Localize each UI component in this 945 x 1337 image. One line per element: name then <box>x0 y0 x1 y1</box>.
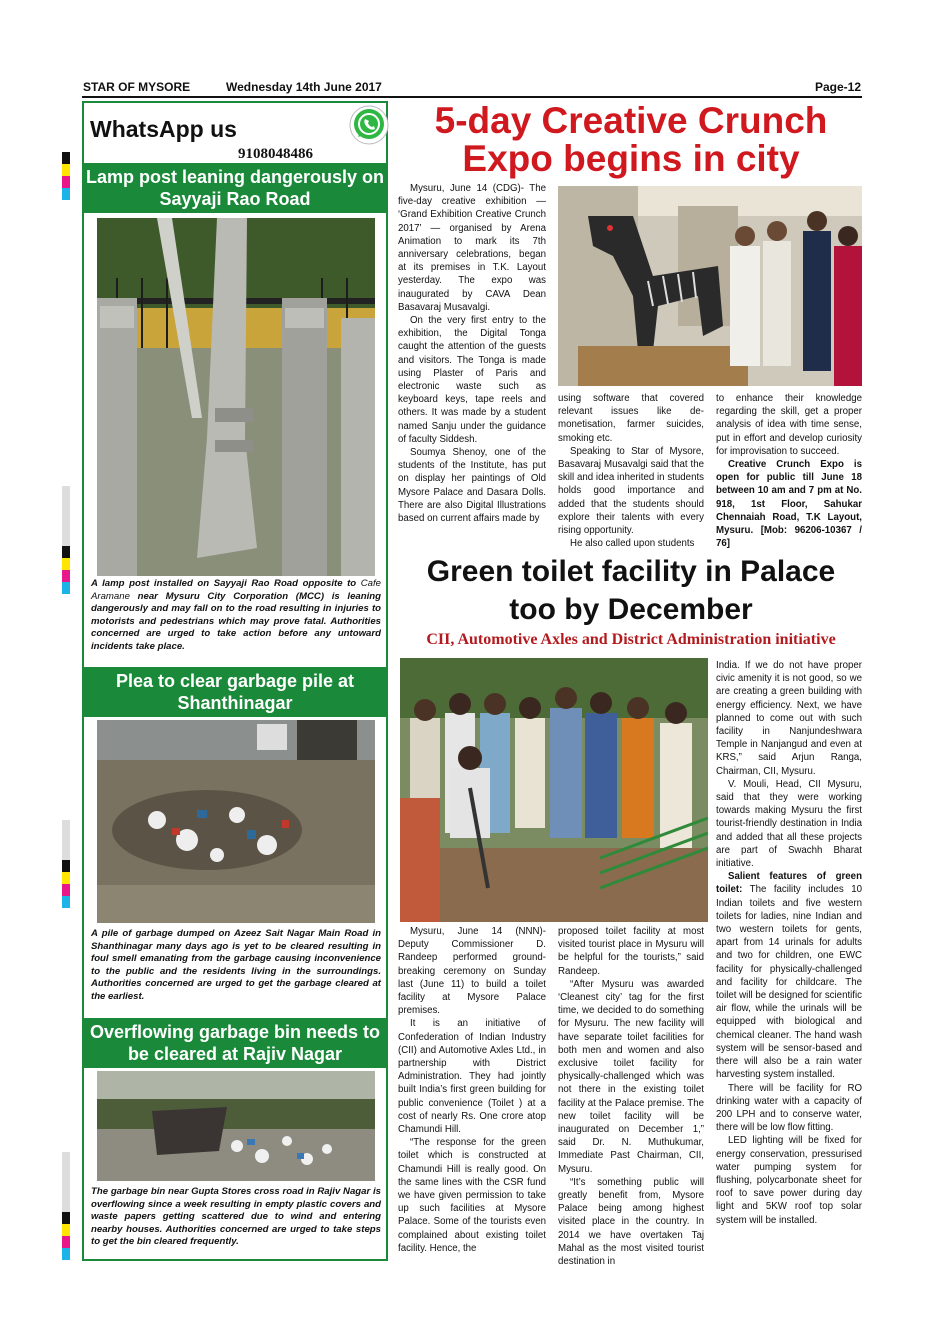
toilet-title-line2: too by December <box>509 593 753 626</box>
ground-breaking-photo <box>400 658 708 922</box>
garbage-shanthinagar-headline: Plea to clear garbage pile at Shanthinagar <box>84 667 386 717</box>
lamp-post-caption <box>91 578 381 654</box>
expo-info: Creative Crunch Expo is open for public till June 18 between 10 am and 7 pm at No. 918, 1st Floor, Sahukar Chennaiah Road, T.K Layout, Mysuru. [Mob: 96206-10367 / 76] <box>716 459 862 550</box>
garbage-shanthinagar-caption: A pile of garbage dumped on Azeez Sait Nagar Main Road in Shanthinagar many days ago is yet to be cleared resulting in foul smell emanating from the garbage causing inconvenience to the public and the residents living in the surroundings. Authorities concerned are urged to get the garbage cleared at the earliest. <box>91 928 381 1002</box>
expo-col2-para2: Speaking to Star of Mysore, Basavaraj Musavalgi said that the skill and idea inherited in students holds good importance and added that the students should explore their talents with every rising opportunity. <box>558 445 704 537</box>
garbage-bin-caption: The garbage bin near Gupta Stores cross road in Rajiv Nagar is overflowing since a week resulting in empty plastic covers and waste papers getting scattered due to wind and entering nearby houses. Authorities concerned are urged to take steps to get the bin cleared frequently. <box>91 1186 381 1248</box>
expo-title-line1: 5-day Creative Crunch <box>434 100 828 141</box>
expo-col2-para1: using software that covered relevant issues like de-monetisation, farmer suicides, smoking etc. <box>558 393 704 444</box>
expo-col3 <box>716 392 862 550</box>
digital-tonga-photo <box>558 186 862 386</box>
toilet-col3-para1: India. If we do not have proper civic amenity it is not good, so we are creating a green building with energy efficiency. Next, we have planned to come out with such facility in Nanjundeshwara Temple in Nanjangud and even at KRS,” said Arjun Ranga, Chairman, CII, Mysuru. <box>716 660 862 777</box>
caption-place: Cafe Aramane <box>91 578 381 602</box>
toilet-col2-para3: “It’s something public will greatly benefit from, Mysore Palace being among highest visited place in the country. In 2014 we have overtaken Taj Mahal as the most visited tourist destination in <box>558 1176 704 1268</box>
whatsapp-icon <box>348 104 390 146</box>
toilet-col3 <box>716 659 862 1227</box>
toilet-salient <box>716 870 862 1081</box>
toilet-col2 <box>558 925 704 1268</box>
lamp-post-headline: Lamp post leaning dangerously on Sayyaji Rao Road <box>84 163 386 213</box>
garbage-bin-headline: Overflowing garbage bin needs to be cleared at Rajiv Nagar <box>84 1018 386 1068</box>
toilet-col3-para2: V. Mouli, Head, CII Mysuru, said that they were working towards making Mysuru the first tourist-friendly destination in India and added that all these projects are part of Swachh Bharat initiative. <box>716 778 862 870</box>
expo-title-line2: Expo begins in city <box>462 138 800 179</box>
lamp-post-photo <box>97 218 375 576</box>
toilet-col3-para4: There will be facility for RO drinking water with a capacity of 200 LPH and to conserve water, there will be low flow fitting. <box>716 1082 862 1134</box>
toilet-col2-para2: “After Mysuru was awarded ‘Cleanest city’ tag for the first time, we decided to do something for Mysuru. The new facility will have separate toilet facilities for both men and women and also exclusive toilet facility for physically-challenged which was not there in the existing toilet facility at the Palace premise. The new toilet facility will be inaugurated on December 1,” said Dr. N. Muthukumar, Immediate Past Chairman, CII, Mysuru. <box>558 978 704 1175</box>
toilet-col2-para1: proposed toilet facility at most visited tourist place in Mysuru will be helpful for the tourists,” said Randeep. <box>558 926 704 977</box>
garbage-bin-photo <box>97 1071 375 1181</box>
whatsapp-label: WhatsApp us <box>90 116 237 142</box>
toilet-col1-para1: Mysuru, June 14 (NNN)- Deputy Commissioner D. Randeep performed ground-breaking ceremony on Sunday last (June 11) to build a toilet facility at Mysore Palace premises. <box>398 926 546 1017</box>
expo-col2 <box>558 392 704 550</box>
expo-col1-para2: On the very first entry to the exhibition, the Digital Tonga caught the attention of the guests and visitors. The Tonga is made using Plaster of Paris and electronic waste such as keyboard keys, tape reels and others. It was made by a student named Sanju under the guidance of faculty Siddesh. <box>398 315 546 445</box>
salient-label: Salient features of green toilet: <box>716 871 862 896</box>
whatsapp-number: 9108048486 <box>238 146 313 162</box>
expo-col1 <box>398 182 546 525</box>
expo-col2-para3: He also called upon students <box>570 538 695 550</box>
toilet-col1-para3: “The response for the green toilet which is constructed at Chamundi Hill is really good. On the same lines with the CSR fund we have given permission to take up such facilities at Mysore Palace. Some of the tourists even complained about existing toilet facility. Hence, the <box>398 1137 546 1254</box>
garbage-pile-photo <box>97 720 375 923</box>
salient-text: The facility includes 10 Indian toilets and five western toilets for ladies, nine Indian and two western toilets for gents, apart from 14 urinals for adults and two for children, one EWC facility for physically-challenged and facility for childcare. The toilet will be designed for scientific air flow, while the urinals will be equipped with biological and chemical cleaner. The hand wash system will be sensor-based and there will also be a rain water harvesting system installed. <box>716 884 862 1081</box>
issue-date: Wednesday 14th June 2017 <box>226 80 382 94</box>
paper-name: STAR OF MYSORE <box>83 80 191 94</box>
expo-col3-para1: to enhance their knowledge regarding the skill, get a proper analysis of idea with time sense, put in effort and develop curiosity for improvisation to succeed. <box>716 393 862 457</box>
caption-text: A lamp post installed on Sayyaji Rao Road opposite to <box>91 578 361 589</box>
registration-bar-lower <box>62 820 70 908</box>
toilet-subtitle: CII, Automotive Axles and District Administration initiative <box>426 631 836 648</box>
caption-text-rest: near Mysuru City Corporation (MCC) is leaning dangerously and may fall on to the road resulting in injuries to motorists and pedestrians which may prove fatal. Authorities concerned are urged to take action before any untoward incidents take place. <box>91 590 381 652</box>
header-rule <box>82 96 862 98</box>
toilet-col3-para5: LED lighting will be fixed for energy conservation, pressurised water pumping system for flushing, polycarbonate sheet for roof to save power during day light and 5KW roof top solar system will be installed. <box>716 1135 862 1226</box>
registration-bar-mid <box>62 486 70 594</box>
expo-col1-para3: Soumya Shenoy, one of the students of the Institute, has put on display her paintings of Old Mysore Palace and Dasara Dolls. There are also Digital Illustrations based on current affairs made by <box>398 447 546 525</box>
toilet-title-line1: Green toilet facility in Palace <box>426 555 836 588</box>
page-number: Page-12 <box>815 80 862 94</box>
expo-col1-para1: Mysuru, June 14 (CDG)- The five-day creative exhibition — ‘Grand Exhibition Creative Crunch 2017’ — organised by Arena Animation to mark its 7th anniversary celebrations, began at its premises in T.K. Layout yesterday. The expo was inaugurated by CAVA Dean Basavaraj Musavalgi. <box>398 183 546 313</box>
registration-bar-bottom <box>62 1152 70 1260</box>
toilet-col1 <box>398 925 546 1255</box>
toilet-col1-para2: It is an initiative of Confederation of Indian Industry (CII) and Automotive Axles Ltd., in partnership with District Administration. They had jointly built India’s first green building for public convenience (Toilet ) at a cost of nearly Rs. One crore atop Chamundi Hill. <box>398 1018 546 1136</box>
registration-bar-top <box>62 140 70 200</box>
